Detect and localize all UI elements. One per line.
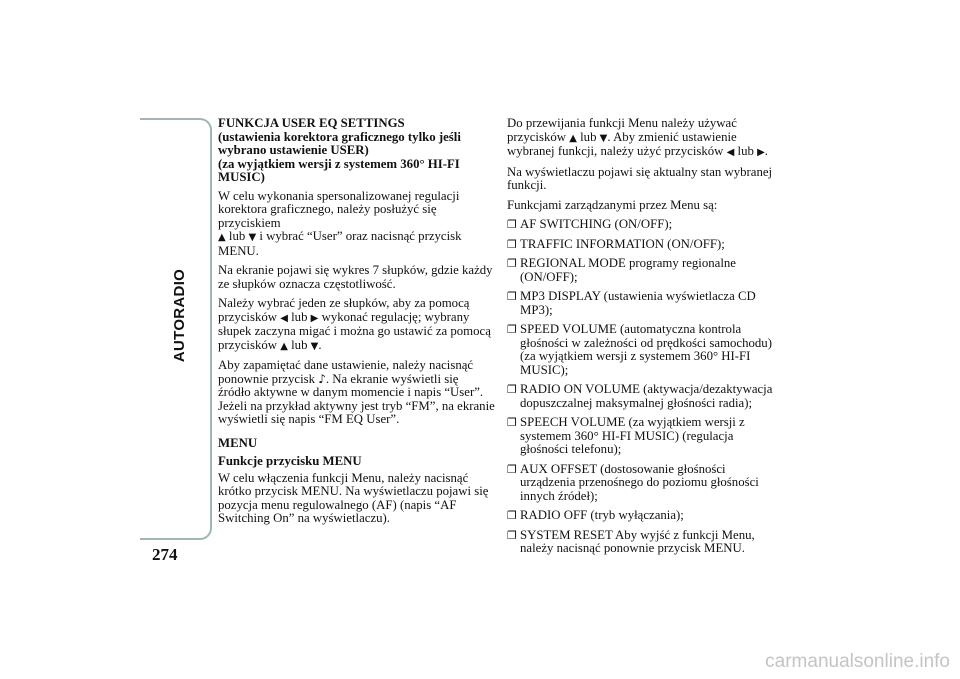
checkbox-bullet-icon: ❐ <box>507 416 517 429</box>
paragraph: Należy wybrać jeden ze słupków, aby za pomocą przycisków ◀ lub ▶ wykonać regulację; wybrany słupek zaczyna migać i można go ustawić za pomocą przycisków ▲ lub ▼. <box>218 296 491 352</box>
list-item-text: SYSTEM RESET Aby wyjść z funkcji Menu, <box>520 527 755 542</box>
list-item-text: należy nacisnąć ponownie przycisk MENU. <box>520 541 745 555</box>
list-item <box>507 463 787 504</box>
list-item-text: głośności w zależności od prędkości samochodu) <box>520 335 772 350</box>
list-item <box>507 218 787 232</box>
list-item <box>507 257 787 284</box>
list-item-text: urządzenia przenośnego do poziomu głośności <box>520 475 759 489</box>
up-arrow-icon: ▲ <box>280 340 288 352</box>
list-item-text: REGIONAL MODE programy regionalne <box>520 256 736 270</box>
section-tab <box>150 250 210 380</box>
checkbox-bullet-icon: ❐ <box>507 462 517 476</box>
list-item <box>507 529 787 556</box>
right-arrow-icon: ▶ <box>310 312 319 324</box>
list-item-text: systemem 360° HI-FI MUSIC) (regulacja <box>520 428 734 443</box>
list-item-text: MP3); <box>520 302 553 317</box>
list-item <box>507 323 787 377</box>
left-arrow-icon: ◀ <box>280 312 288 324</box>
right-arrow-icon: ▶ <box>757 147 765 158</box>
paragraph: W celu wykonania spersonalizowanej regulacji korektora graficznego, należy posłużyć się przyciskiem ▲ lub ▼ i wybrać “User” oraz nacisnąć przycisk MENU. <box>218 188 462 258</box>
paragraph: Funkcjami zarządzanymi przez Menu są: <box>507 197 718 212</box>
menu-functions-list <box>507 218 787 556</box>
list-item-text: dopuszczalnej maksymalnej głośności radia); <box>520 395 753 410</box>
menu-heading: MENU <box>218 435 258 450</box>
checkbox-bullet-icon: ❐ <box>507 509 517 522</box>
list-item-text: innych źródeł); <box>520 488 598 503</box>
page-number: 274 <box>152 545 178 564</box>
list-item-text: TRAFFIC INFORMATION (ON/OFF); <box>520 236 725 251</box>
list-item-text: SPEED VOLUME (automatyczna kontrola <box>520 322 742 336</box>
list-item-text: AF SWITCHING (ON/OFF); <box>520 217 673 231</box>
list-item-text: AUX OFFSET (dostosowanie głośności <box>520 461 726 476</box>
left-column <box>218 117 496 532</box>
list-item <box>507 509 787 523</box>
list-item-text: RADIO OFF (tryb wyłączania); <box>520 508 684 522</box>
checkbox-bullet-icon: ❐ <box>507 237 517 251</box>
left-arrow-icon: ◀ <box>726 147 735 158</box>
list-item-text: głośności telefonu); <box>520 442 622 456</box>
paragraph: Na wyświetlaczu pojawi się aktualny stan wybranej funkcji. <box>507 164 773 192</box>
music-note-icon: ♪ <box>318 371 326 386</box>
right-column <box>507 117 787 562</box>
list-item-text: MUSIC); <box>520 362 569 377</box>
list-item-text: SPEECH VOLUME (za wyjątkiem wersji z <box>520 415 745 429</box>
section-title: AUTORADIO <box>171 268 189 362</box>
list-item <box>507 290 787 317</box>
checkbox-bullet-icon: ❐ <box>507 383 517 396</box>
list-item <box>507 383 787 410</box>
up-arrow-icon: ▲ <box>218 232 226 243</box>
checkbox-bullet-icon: ❐ <box>507 257 517 270</box>
paragraph: Do przewijania funkcji Menu należy używać przycisków ▲ lub ▼. Aby zmienić ustawienie wybranej funkcji, należy użyć przycisków ◀ lub ▶. <box>507 116 768 158</box>
list-item-text: (ON/OFF); <box>520 269 578 284</box>
checkbox-bullet-icon: ❐ <box>507 218 517 231</box>
watermark: carmanualsonline.info <box>765 651 950 672</box>
paragraph: Na ekranie pojawi się wykres 7 słupków, gdzie każdy ze słupków oznacza częstotliwość. <box>218 263 493 291</box>
up-arrow-icon: ▲ <box>569 132 577 144</box>
user-eq-heading: FUNKCJA USER EQ SETTINGS (ustawienia korektora graficznego tylko jeśli wybrano ustawienie USER) (za wyjątkiem wersji z systemem 360° HI-FI MUSIC) <box>218 116 461 184</box>
list-item-text: (za wyjątkiem wersji z systemem 360° HI-FI <box>520 349 751 363</box>
paragraph: Aby zapamiętać dane ustawienie, należy nacisnąć ponownie przycisk ♪. Na ekranie wyświetli się źródło aktywne w danym momencie i napis “User”. Jeżeli na przykład aktywny jest tryb “FM”, na ekranie wyświetli się napis “FM EQ User”. <box>218 358 495 426</box>
menu-subheading: Funkcje przycisku MENU <box>218 454 362 468</box>
down-arrow-icon: ▼ <box>248 232 257 243</box>
checkbox-bullet-icon: ❐ <box>507 290 517 303</box>
list-item-text: RADIO ON VOLUME (aktywacja/dezaktywacja <box>520 382 773 396</box>
paragraph: W celu włączenia funkcji Menu, należy nacisnąć krótko przycisk MENU. Na wyświetlaczu pojawi się pozycja menu regulowalnego (AF) (napis “AF Switching On” na wyświetlaczu). <box>218 470 489 525</box>
list-item-text: MP3 DISPLAY (ustawienia wyświetlacza CD <box>520 289 756 303</box>
down-arrow-icon: ▼ <box>310 340 319 352</box>
list-item <box>507 416 787 457</box>
list-item <box>507 238 787 252</box>
down-arrow-icon: ▼ <box>599 132 608 144</box>
checkbox-bullet-icon: ❐ <box>507 323 517 336</box>
checkbox-bullet-icon: ❐ <box>507 528 517 542</box>
